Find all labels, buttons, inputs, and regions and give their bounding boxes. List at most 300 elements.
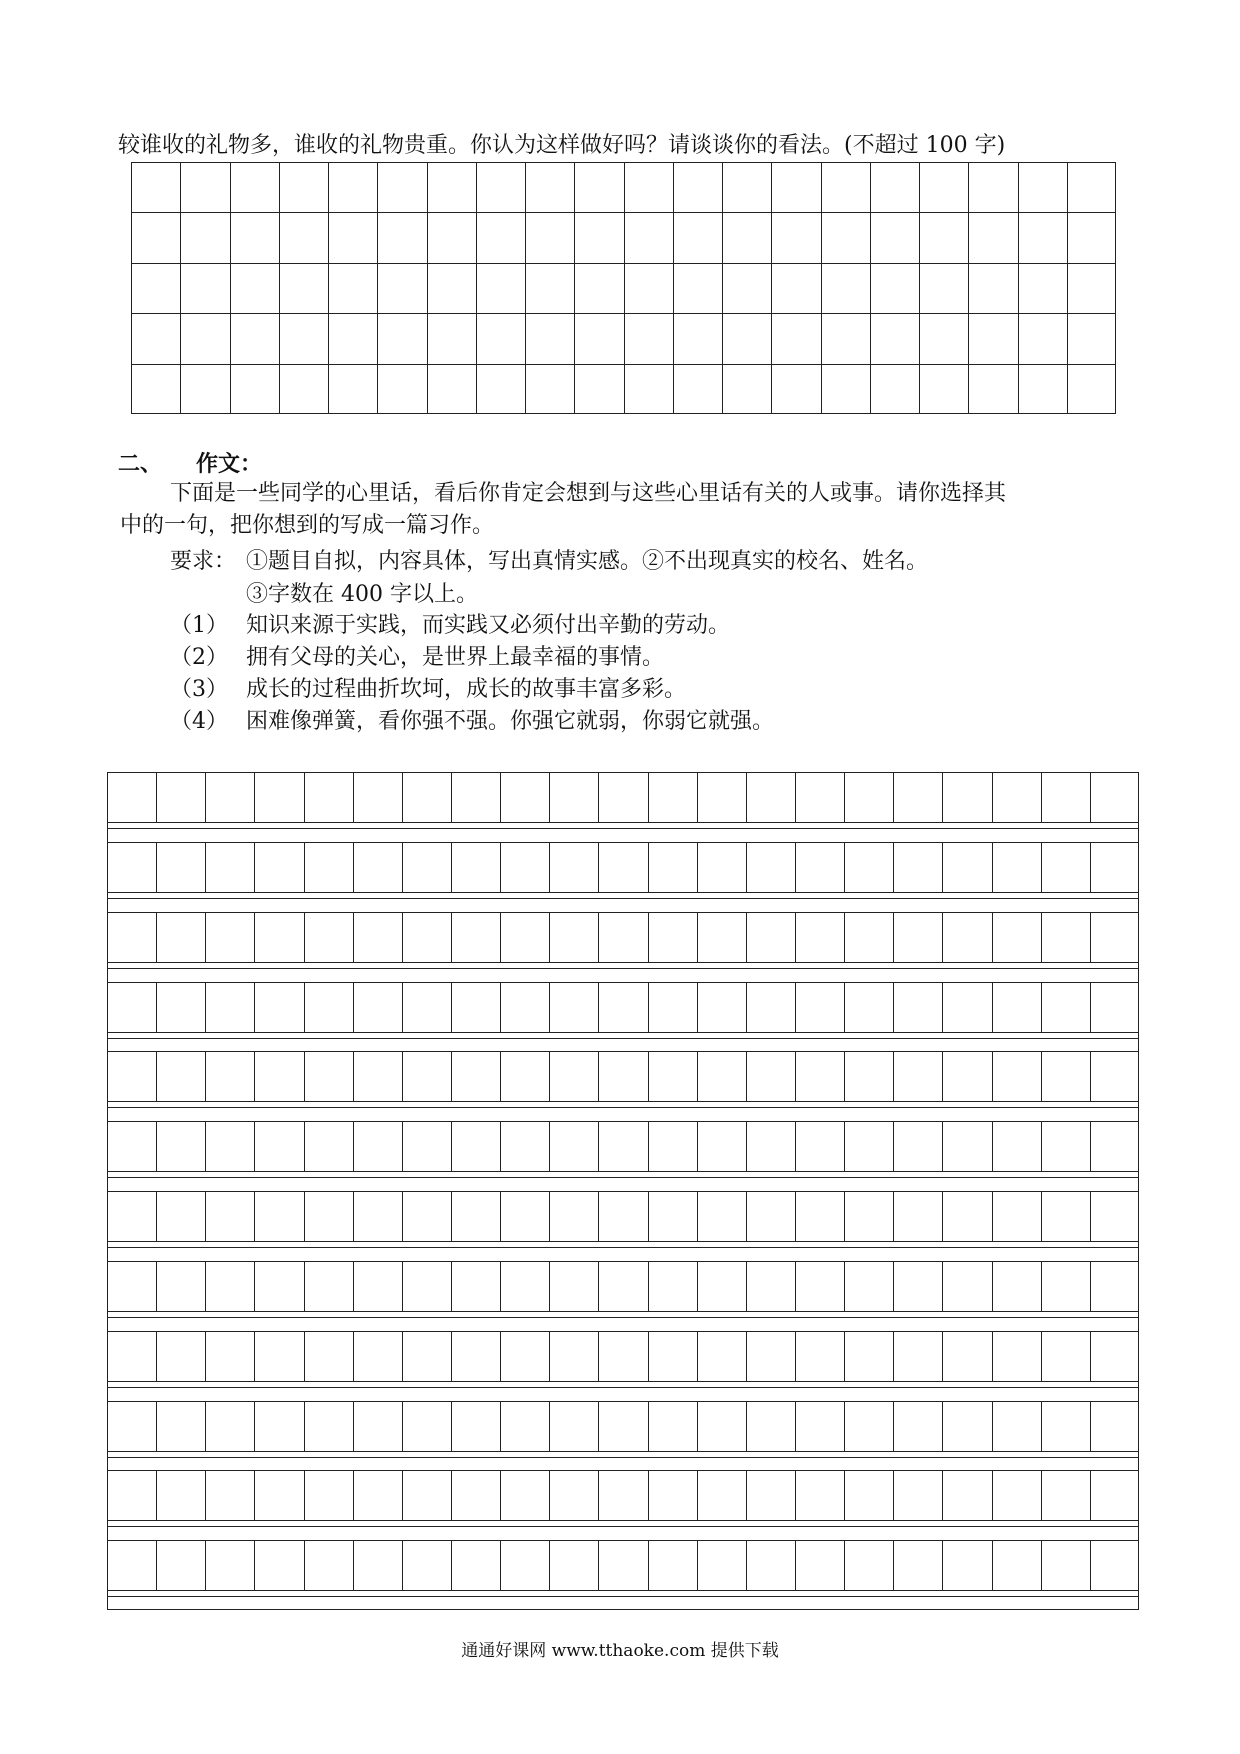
essay-row-bottom-line	[108, 1451, 1138, 1452]
essay-cell-divider	[500, 1471, 501, 1520]
essay-cell-divider	[353, 1262, 354, 1311]
essay-cell-divider	[648, 1122, 649, 1171]
essay-cell-divider	[402, 843, 403, 892]
essay-cell-divider	[304, 1471, 305, 1520]
essay-row-bottom-line	[108, 1101, 1138, 1102]
option-text: 成长的过程曲折坎坷，成长的故事丰富多彩。	[246, 677, 687, 702]
essay-cell-divider	[304, 1402, 305, 1451]
grid-row-line	[132, 313, 1115, 314]
essay-cell-divider	[648, 1192, 649, 1241]
essay-cell-divider	[1090, 1122, 1091, 1171]
essay-cell-divider	[992, 1541, 993, 1590]
answer-grid[interactable]	[131, 162, 1116, 414]
option-number: （1）	[170, 613, 228, 638]
essay-cell-divider	[156, 983, 157, 1032]
essay-cell-divider	[648, 1471, 649, 1520]
essay-cell-divider	[1090, 1402, 1091, 1451]
essay-strip-line	[108, 1596, 1138, 1597]
essay-cell-divider	[795, 913, 796, 962]
section-number: 二、	[118, 451, 163, 477]
essay-cell-divider	[549, 1332, 550, 1381]
essay-cell-divider	[697, 983, 698, 1032]
essay-row-bottom-line	[108, 1311, 1138, 1312]
essay-cell-divider	[697, 1052, 698, 1101]
essay-cell-divider	[598, 1471, 599, 1520]
question-text: 较谁收的礼物多，谁收的礼物贵重。你认为这样做好吗？请谈谈你的看法。(不超过 100 字)	[118, 133, 1006, 158]
essay-cell-divider	[304, 773, 305, 822]
essay-cell-divider	[992, 773, 993, 822]
grid-column-line	[821, 163, 822, 413]
essay-cell-divider	[992, 1192, 993, 1241]
essay-cell-divider	[1090, 1541, 1091, 1590]
essay-cell-divider	[697, 1262, 698, 1311]
essay-cell-divider	[992, 983, 993, 1032]
essay-cell-divider	[598, 983, 599, 1032]
essay-cell-divider	[451, 913, 452, 962]
essay-cell-divider	[254, 1192, 255, 1241]
essay-cell-divider	[500, 1052, 501, 1101]
essay-cell-divider	[1041, 1262, 1042, 1311]
essay-cell-divider	[451, 843, 452, 892]
option-number: （3）	[170, 677, 228, 702]
essay-cell-divider	[254, 1541, 255, 1590]
essay-row-bottom-line	[108, 1381, 1138, 1382]
essay-cell-divider	[304, 1332, 305, 1381]
essay-strip-line	[108, 1247, 1138, 1248]
essay-cell-divider	[992, 1262, 993, 1311]
essay-cell-divider	[844, 913, 845, 962]
essay-cell-divider	[648, 843, 649, 892]
essay-strip-line	[108, 1317, 1138, 1318]
essay-cell-divider	[205, 1192, 206, 1241]
essay-row[interactable]	[108, 1332, 1138, 1381]
essay-cell-divider	[451, 1541, 452, 1590]
essay-cell-divider	[844, 1262, 845, 1311]
essay-cell-divider	[254, 1122, 255, 1171]
essay-cell-divider	[205, 1262, 206, 1311]
essay-cell-divider	[1090, 983, 1091, 1032]
essay-cell-divider	[549, 983, 550, 1032]
essay-row[interactable]	[108, 1192, 1138, 1241]
essay-row[interactable]	[108, 1541, 1138, 1590]
essay-cell-divider	[598, 843, 599, 892]
essay-cell-divider	[156, 843, 157, 892]
essay-strip-line	[108, 1457, 1138, 1458]
grid-column-line	[427, 163, 428, 413]
essay-row[interactable]	[108, 983, 1138, 1032]
grid-column-line	[230, 163, 231, 413]
essay-cell-divider	[942, 1332, 943, 1381]
essay-cell-divider	[598, 913, 599, 962]
section-title: 作文：	[196, 451, 263, 477]
essay-cell-divider	[746, 1541, 747, 1590]
essay-cell-divider	[402, 1052, 403, 1101]
essay-cell-divider	[942, 1122, 943, 1171]
essay-cell-divider	[992, 1052, 993, 1101]
essay-cell-divider	[353, 1471, 354, 1520]
essay-cell-divider	[156, 1122, 157, 1171]
essay-cell-divider	[746, 1052, 747, 1101]
essay-cell-divider	[156, 913, 157, 962]
essay-cell-divider	[500, 1262, 501, 1311]
essay-cell-divider	[549, 1192, 550, 1241]
essay-row[interactable]	[108, 1052, 1138, 1101]
essay-cell-divider	[795, 1052, 796, 1101]
grid-column-line	[968, 163, 969, 413]
essay-row[interactable]	[108, 1122, 1138, 1171]
essay-cell-divider	[549, 843, 550, 892]
essay-strip-line	[108, 1526, 1138, 1527]
essay-row[interactable]	[108, 1471, 1138, 1520]
essay-cell-divider	[697, 1192, 698, 1241]
essay-cell-divider	[451, 1332, 452, 1381]
essay-cell-divider	[746, 913, 747, 962]
essay-cell-divider	[402, 983, 403, 1032]
essay-cell-divider	[598, 1192, 599, 1241]
essay-cell-divider	[500, 843, 501, 892]
essay-cell-divider	[893, 843, 894, 892]
essay-row-bottom-line	[108, 1032, 1138, 1033]
essay-cell-divider	[156, 1332, 157, 1381]
essay-cell-divider	[844, 773, 845, 822]
essay-cell-divider	[992, 1332, 993, 1381]
grid-column-line	[919, 163, 920, 413]
essay-cell-divider	[1090, 1192, 1091, 1241]
essay-cell-divider	[156, 1402, 157, 1451]
essay-cell-divider	[746, 773, 747, 822]
essay-row[interactable]	[108, 1262, 1138, 1311]
essay-cell-divider	[353, 1122, 354, 1171]
essay-cell-divider	[549, 1402, 550, 1451]
essay-cell-divider	[648, 983, 649, 1032]
essay-cell-divider	[500, 773, 501, 822]
grid-column-line	[1067, 163, 1068, 413]
essay-cell-divider	[304, 1122, 305, 1171]
essay-cell-divider	[353, 1332, 354, 1381]
essay-cell-divider	[697, 913, 698, 962]
essay-cell-divider	[648, 1541, 649, 1590]
essay-cell-divider	[598, 1402, 599, 1451]
essay-cell-divider	[549, 1541, 550, 1590]
essay-cell-divider	[795, 1262, 796, 1311]
essay-cell-divider	[549, 1122, 550, 1171]
grid-column-line	[279, 163, 280, 413]
essay-cell-divider	[844, 843, 845, 892]
essay-cell-divider	[893, 1122, 894, 1171]
essay-cell-divider	[598, 1052, 599, 1101]
essay-cell-divider	[795, 1402, 796, 1451]
essay-row-bottom-line	[108, 1241, 1138, 1242]
option-text: 困难像弹簧，看你强不强。你强它就弱，你弱它就强。	[246, 709, 775, 734]
essay-cell-divider	[304, 1262, 305, 1311]
essay-cell-divider	[1041, 913, 1042, 962]
essay-cell-divider	[942, 1262, 943, 1311]
grid-column-line	[180, 163, 181, 413]
essay-cell-divider	[1090, 773, 1091, 822]
essay-cell-divider	[648, 1332, 649, 1381]
essay-cell-divider	[992, 913, 993, 962]
essay-cell-divider	[1090, 1471, 1091, 1520]
essay-cell-divider	[746, 843, 747, 892]
essay-cell-divider	[500, 913, 501, 962]
essay-cell-divider	[795, 1192, 796, 1241]
grid-row-line	[132, 263, 1115, 264]
essay-strip-line	[108, 1387, 1138, 1388]
essay-strip-line	[108, 968, 1138, 969]
essay-cell-divider	[254, 1471, 255, 1520]
essay-cell-divider	[500, 1122, 501, 1171]
essay-cell-divider	[1041, 1192, 1042, 1241]
essay-cell-divider	[353, 983, 354, 1032]
essay-cell-divider	[648, 1402, 649, 1451]
essay-cell-divider	[254, 1262, 255, 1311]
essay-cell-divider	[205, 1332, 206, 1381]
essay-cell-divider	[451, 1262, 452, 1311]
essay-cell-divider	[353, 1541, 354, 1590]
essay-strip-line	[108, 1107, 1138, 1108]
essay-cell-divider	[942, 1471, 943, 1520]
essay-cell-divider	[746, 983, 747, 1032]
essay-cell-divider	[992, 1471, 993, 1520]
essay-cell-divider	[304, 1192, 305, 1241]
essay-cell-divider	[402, 1192, 403, 1241]
essay-row-bottom-line	[108, 1520, 1138, 1521]
essay-cell-divider	[844, 1122, 845, 1171]
essay-cell-divider	[549, 1262, 550, 1311]
essay-cell-divider	[353, 1052, 354, 1101]
essay-cell-divider	[304, 913, 305, 962]
essay-cell-divider	[697, 1541, 698, 1590]
essay-cell-divider	[402, 913, 403, 962]
option-number: （2）	[170, 645, 228, 670]
footer-text: 通通好课网 www.tthaoke.com 提供下载	[461, 1641, 779, 1661]
essay-cell-divider	[451, 1122, 452, 1171]
essay-cell-divider	[1041, 1052, 1042, 1101]
essay-cell-divider	[205, 773, 206, 822]
essay-cell-divider	[893, 1541, 894, 1590]
essay-cell-divider	[156, 1262, 157, 1311]
essay-cell-divider	[648, 1052, 649, 1101]
essay-cell-divider	[254, 1052, 255, 1101]
essay-cell-divider	[893, 1332, 894, 1381]
essay-cell-divider	[254, 773, 255, 822]
essay-cell-divider	[451, 1192, 452, 1241]
essay-intro-line-1: 下面是一些同学的心里话，看后你肯定会想到与这些心里话有关的人或事。请你选择其	[170, 481, 1007, 506]
essay-cell-divider	[549, 1052, 550, 1101]
essay-row-bottom-line	[108, 892, 1138, 893]
essay-cell-divider	[992, 1402, 993, 1451]
essay-cell-divider	[1090, 1332, 1091, 1381]
essay-cell-divider	[1041, 1122, 1042, 1171]
essay-cell-divider	[500, 983, 501, 1032]
essay-cell-divider	[402, 1122, 403, 1171]
essay-cell-divider	[205, 913, 206, 962]
essay-cell-divider	[205, 1541, 206, 1590]
essay-cell-divider	[893, 1402, 894, 1451]
essay-cell-divider	[942, 843, 943, 892]
essay-cell-divider	[402, 1541, 403, 1590]
essay-cell-divider	[304, 983, 305, 1032]
essay-cell-divider	[697, 1332, 698, 1381]
essay-cell-divider	[844, 1052, 845, 1101]
essay-cell-divider	[942, 1402, 943, 1451]
grid-row-line	[132, 212, 1115, 213]
essay-cell-divider	[549, 773, 550, 822]
essay-cell-divider	[697, 843, 698, 892]
essay-row[interactable]	[108, 913, 1138, 962]
essay-cell-divider	[893, 1052, 894, 1101]
essay-cell-divider	[697, 773, 698, 822]
essay-cell-divider	[304, 1052, 305, 1101]
essay-cell-divider	[205, 1052, 206, 1101]
essay-cell-divider	[942, 1052, 943, 1101]
essay-row-bottom-line	[108, 1171, 1138, 1172]
grid-column-line	[328, 163, 329, 413]
essay-cell-divider	[697, 1402, 698, 1451]
essay-cell-divider	[254, 1402, 255, 1451]
essay-cell-divider	[402, 1402, 403, 1451]
essay-cell-divider	[992, 843, 993, 892]
essay-cell-divider	[254, 913, 255, 962]
essay-strip-line	[108, 1177, 1138, 1178]
essay-cell-divider	[156, 1471, 157, 1520]
essay-cell-divider	[942, 1192, 943, 1241]
essay-cell-divider	[451, 983, 452, 1032]
essay-cell-divider	[844, 1541, 845, 1590]
essay-cell-divider	[205, 1122, 206, 1171]
essay-cell-divider	[1041, 843, 1042, 892]
essay-cell-divider	[254, 843, 255, 892]
requirement-line-2: ③字数在 400 字以上。	[246, 582, 478, 607]
essay-cell-divider	[549, 1471, 550, 1520]
essay-cell-divider	[353, 1402, 354, 1451]
essay-cell-divider	[648, 1262, 649, 1311]
essay-cell-divider	[353, 913, 354, 962]
essay-cell-divider	[795, 1471, 796, 1520]
essay-cell-divider	[844, 1402, 845, 1451]
essay-cell-divider	[942, 983, 943, 1032]
essay-cell-divider	[1041, 1402, 1042, 1451]
essay-cell-divider	[844, 983, 845, 1032]
essay-cell-divider	[795, 983, 796, 1032]
requirement-line-1: ①题目自拟，内容具体，写出真情实感。②不出现真实的校名、姓名。	[246, 549, 929, 574]
essay-cell-divider	[451, 1471, 452, 1520]
essay-cell-divider	[992, 1122, 993, 1171]
essay-cell-divider	[156, 773, 157, 822]
grid-column-line	[870, 163, 871, 413]
grid-column-line	[673, 163, 674, 413]
essay-cell-divider	[1041, 983, 1042, 1032]
grid-column-line	[771, 163, 772, 413]
essay-cell-divider	[648, 913, 649, 962]
essay-cell-divider	[795, 1332, 796, 1381]
option-text: 知识来源于实践，而实践又必须付出辛勤的劳动。	[246, 613, 731, 638]
essay-row-bottom-line	[108, 962, 1138, 963]
essay-cell-divider	[1090, 1262, 1091, 1311]
essay-cell-divider	[1041, 1332, 1042, 1381]
essay-cell-divider	[304, 1541, 305, 1590]
essay-cell-divider	[893, 773, 894, 822]
essay-cell-divider	[353, 773, 354, 822]
essay-cell-divider	[402, 1332, 403, 1381]
essay-cell-divider	[893, 1471, 894, 1520]
requirements-label: 要求：	[170, 549, 237, 574]
grid-column-line	[476, 163, 477, 413]
essay-row-bottom-line	[108, 1590, 1138, 1591]
essay-cell-divider	[795, 773, 796, 822]
essay-cell-divider	[697, 1471, 698, 1520]
essay-cell-divider	[648, 773, 649, 822]
grid-column-line	[377, 163, 378, 413]
essay-cell-divider	[746, 1122, 747, 1171]
essay-cell-divider	[844, 1332, 845, 1381]
grid-column-line	[722, 163, 723, 413]
essay-cell-divider	[942, 913, 943, 962]
essay-cell-divider	[353, 843, 354, 892]
essay-cell-divider	[254, 1332, 255, 1381]
essay-cell-divider	[598, 773, 599, 822]
option-number: （4）	[170, 709, 228, 734]
essay-cell-divider	[844, 1471, 845, 1520]
essay-row[interactable]	[108, 843, 1138, 892]
essay-cell-divider	[402, 773, 403, 822]
essay-cell-divider	[205, 843, 206, 892]
essay-cell-divider	[353, 1192, 354, 1241]
essay-grid[interactable]	[107, 772, 1139, 1610]
essay-cell-divider	[598, 1262, 599, 1311]
essay-cell-divider	[205, 983, 206, 1032]
essay-cell-divider	[156, 1192, 157, 1241]
essay-cell-divider	[893, 913, 894, 962]
essay-cell-divider	[795, 1541, 796, 1590]
essay-cell-divider	[500, 1541, 501, 1590]
option-text: 拥有父母的关心，是世界上最幸福的事情。	[246, 645, 665, 670]
grid-column-line	[574, 163, 575, 413]
essay-cell-divider	[598, 1122, 599, 1171]
essay-row[interactable]	[108, 773, 1138, 822]
essay-cell-divider	[549, 913, 550, 962]
essay-cell-divider	[795, 1122, 796, 1171]
essay-cell-divider	[795, 843, 796, 892]
essay-cell-divider	[942, 1541, 943, 1590]
essay-cell-divider	[893, 983, 894, 1032]
grid-column-line	[525, 163, 526, 413]
essay-cell-divider	[205, 1402, 206, 1451]
essay-cell-divider	[451, 1402, 452, 1451]
essay-cell-divider	[451, 773, 452, 822]
essay-cell-divider	[598, 1541, 599, 1590]
essay-cell-divider	[746, 1332, 747, 1381]
essay-strip-line	[108, 828, 1138, 829]
essay-row[interactable]	[108, 1402, 1138, 1451]
essay-cell-divider	[1090, 843, 1091, 892]
essay-cell-divider	[156, 1541, 157, 1590]
essay-cell-divider	[1090, 913, 1091, 962]
essay-cell-divider	[500, 1192, 501, 1241]
essay-cell-divider	[1041, 773, 1042, 822]
essay-cell-divider	[1041, 1471, 1042, 1520]
essay-cell-divider	[697, 1122, 698, 1171]
essay-cell-divider	[746, 1402, 747, 1451]
essay-cell-divider	[844, 1192, 845, 1241]
essay-cell-divider	[402, 1471, 403, 1520]
essay-cell-divider	[746, 1262, 747, 1311]
grid-column-line	[1018, 163, 1019, 413]
essay-cell-divider	[156, 1052, 157, 1101]
grid-row-line	[132, 364, 1115, 365]
essay-cell-divider	[893, 1192, 894, 1241]
essay-cell-divider	[746, 1192, 747, 1241]
